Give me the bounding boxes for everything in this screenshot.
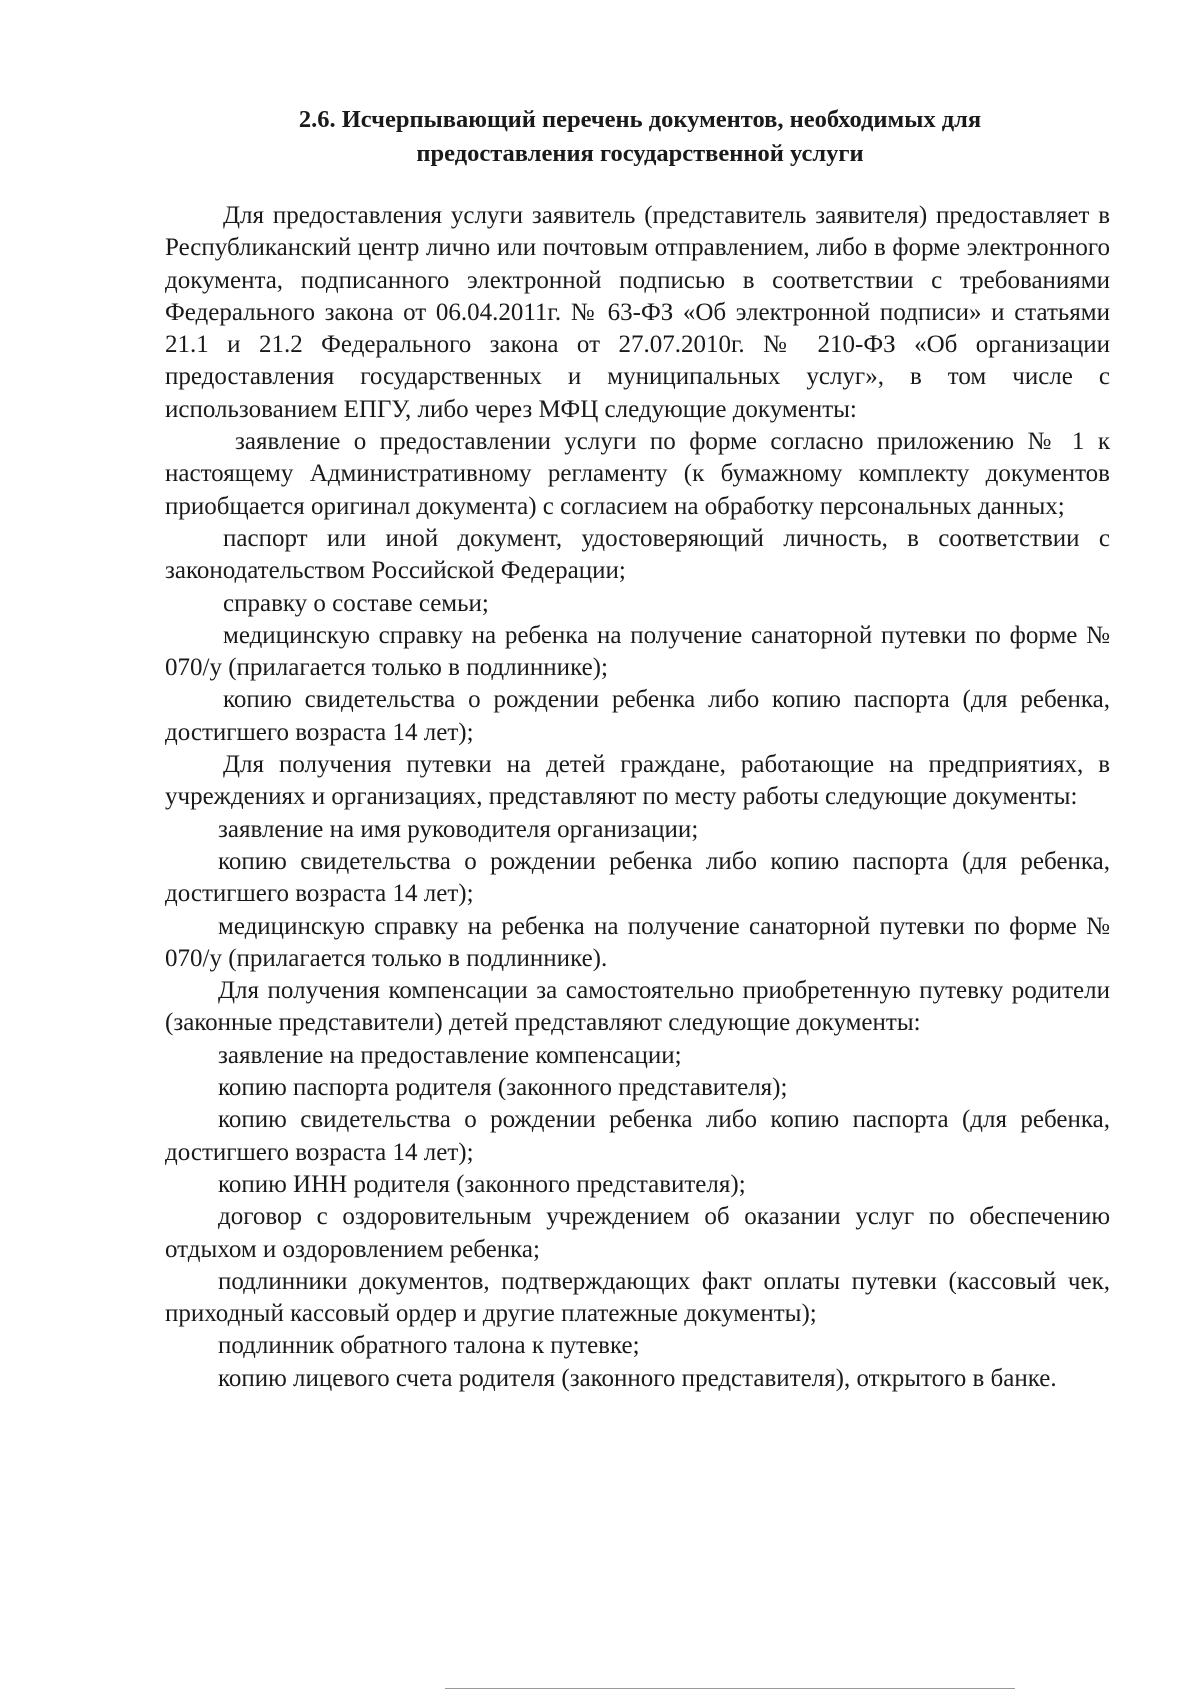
list-item: подлинник обратного талона к путевке; (218, 1332, 640, 1360)
list-item: заявление на предоставление компенсации; (218, 1041, 682, 1069)
list-item: копию ИНН родителя (законного представителя); (218, 1170, 746, 1198)
list-item: заявление на имя руководителя организации; (218, 815, 699, 843)
paragraph-intro: Для предоставления услуги заявитель (представитель заявителя) предоставляет в Республиканский центр лично или почтовым отправлением, либо в форме электронного документа, подписанного электронной подписью в соответствии с требованиями Федерального закона от 06.04.2011г. № 63-ФЗ «Об электронной подписи» и статьями 21.1 и 21.2 Федерального закона от 27.07.2010г. № 210-ФЗ «Об организации предоставления государственных и муниципальных услуг», в том числе с использованием ЕПГУ, либо через МФЦ следующие документы: (165, 202, 1110, 423)
list-item: подлинники документов, подтверждающих факт оплаты путевки (кассовый чек, приходный кассовый ордер и другие платежные документы); (165, 1267, 1110, 1328)
document-body (165, 200, 1110, 1395)
section-title-line-2: предоставления государственной услуги (416, 140, 864, 167)
list-item: копию свидетельства о рождении ребенка либо копию паспорта (для ребенка, достигшего возраста 14 лет); (165, 1106, 1110, 1166)
section-title-line-1: 2.6. Исчерпывающий перечень документов, необходимых для (298, 106, 982, 133)
list-item: справку о составе семьи; (223, 589, 489, 617)
list-item: копию паспорта родителя (законного представителя); (218, 1074, 788, 1102)
section-title (165, 103, 1115, 171)
list-item: заявление о предоставлении услуги по форме согласно приложению № 1 к настоящему Административному регламенту (к бумажному комплекту документов приобщается оригинал документа) с согласием на обработку персональных данных; (165, 428, 1110, 520)
list-item: договор с оздоровительным учреждением об оказании услуг по обеспечению отдыхом и оздоровлением ребенка; (165, 1203, 1110, 1263)
paragraph-employer: Для получения путевки на детей граждане, работающие на предприятиях, в учреждениях и организациях, представляют по месту работы следующие документы: (165, 751, 1110, 811)
list-item: копию лицевого счета родителя (законного представителя), открытого в банке. (218, 1364, 1057, 1392)
list-item: медицинскую справку на ребенка на получение санаторной путевки по форме № 070/у (прилагается только в подлиннике). (165, 912, 1110, 972)
list-item: копию свидетельства о рождении ребенка либо копию паспорта (для ребенка, достигшего возраста 14 лет); (165, 686, 1110, 746)
page-bottom-rule (445, 1688, 1015, 1689)
list-item: медицинскую справку на ребенка на получение санаторной путевки по форме № 070/у (прилагается только в подлиннике); (165, 621, 1110, 682)
list-item: копию свидетельства о рождении ребенка либо копию паспорта (для ребенка, достигшего возраста 14 лет); (165, 847, 1110, 908)
list-item: паспорт или иной документ, удостоверяющий личность, в соответствии с законодательством Российской Федерации; (165, 524, 1110, 585)
paragraph-compensation: Для получения компенсации за самостоятельно приобретенную путевку родители (законные представители) детей представляют следующие документы: (165, 977, 1110, 1037)
